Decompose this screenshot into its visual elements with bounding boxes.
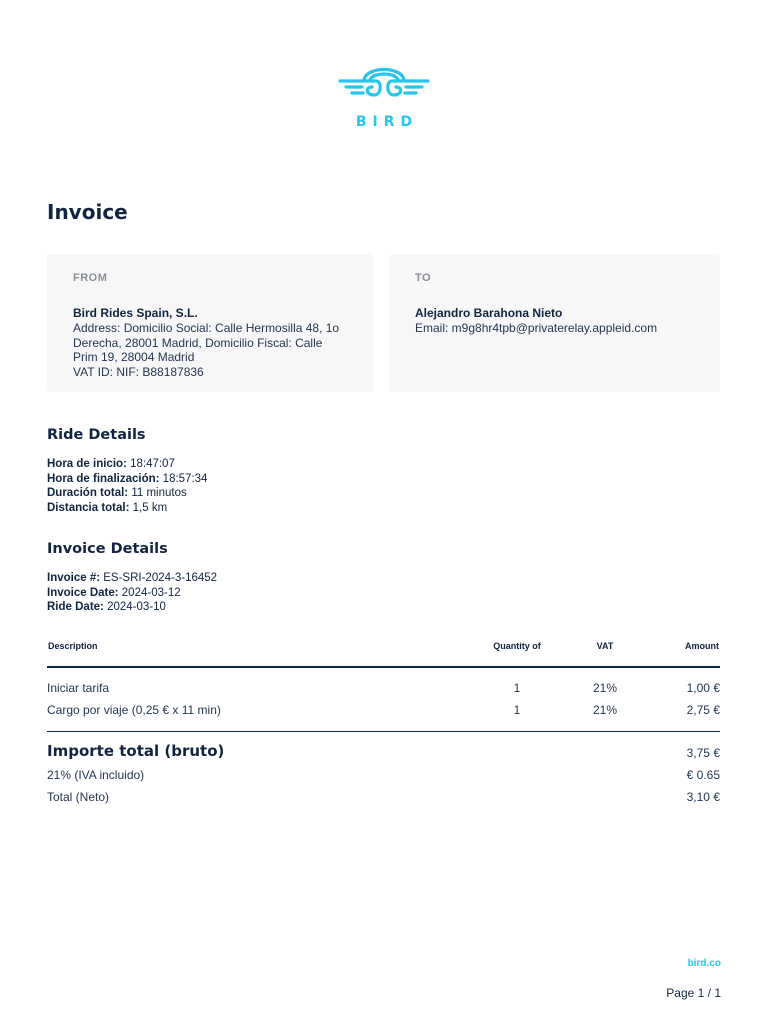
ride-detail-key: Hora de inicio: bbox=[47, 458, 127, 470]
line-item-amount: 1,00 € bbox=[686, 681, 720, 695]
from-card bbox=[47, 254, 373, 392]
from-address-line: Derecha, 28001 Madrid, Domicilio Fiscal: Calle bbox=[73, 335, 323, 350]
invoice-detail-key: Ride Date: bbox=[47, 601, 104, 614]
to-label: TO bbox=[415, 272, 432, 284]
to-name: Alejandro Barahona Nieto bbox=[415, 306, 563, 320]
invoice-detail-row bbox=[47, 586, 217, 601]
line-item-description: Cargo por viaje (0,25 € x 11 min) bbox=[47, 703, 221, 717]
ride-detail-row bbox=[47, 501, 207, 516]
from-address-line: Prim 19, 28004 Madrid bbox=[73, 350, 195, 364]
bird-website-link[interactable]: bird.co bbox=[687, 958, 721, 969]
line-item-vat: 21% bbox=[592, 703, 618, 717]
column-header-description: Description bbox=[48, 641, 98, 651]
ride-detail-key: Hora de finalización: bbox=[47, 472, 160, 485]
invoice-detail-value: ES-SRI-2024-3-16452 bbox=[103, 572, 218, 584]
bird-wings-icon bbox=[336, 58, 432, 108]
ride-detail-value: 11 minutos bbox=[131, 487, 187, 500]
column-header-amount: Amount bbox=[685, 641, 719, 651]
invoice-detail-key: Invoice Date: bbox=[47, 586, 119, 599]
ride-details-list bbox=[47, 457, 207, 515]
line-item-quantity: 1 bbox=[513, 703, 521, 717]
net-total-label: Total (Neto) bbox=[47, 790, 110, 804]
ride-detail-row bbox=[47, 472, 207, 487]
line-item-vat: 21% bbox=[592, 681, 618, 695]
ride-detail-row bbox=[47, 486, 207, 501]
ride-detail-key: Distancia total: bbox=[47, 501, 130, 514]
line-item-amount: 2,75 € bbox=[686, 703, 720, 717]
from-address-line: Address: Domicilio Social: Calle Hermosilla 48, 1o bbox=[73, 321, 340, 335]
page-title: Invoice bbox=[47, 200, 128, 224]
ride-detail-key: Duración total: bbox=[47, 487, 129, 500]
ride-details-title: Ride Details bbox=[47, 427, 146, 443]
column-header-vat: VAT bbox=[596, 641, 614, 651]
invoice-detail-value: 2024-03-10 bbox=[107, 601, 166, 614]
from-name: Bird Rides Spain, S.L. bbox=[73, 306, 198, 320]
ride-detail-value: 18:57:34 bbox=[162, 472, 208, 485]
ride-detail-value: 1,5 km bbox=[132, 501, 168, 514]
line-item-quantity: 1 bbox=[513, 681, 521, 695]
invoice-detail-value: 2024-03-12 bbox=[121, 586, 181, 599]
from-vat-id: VAT ID: NIF: B88187836 bbox=[73, 364, 204, 379]
logo-wordmark: BIRD bbox=[355, 114, 419, 130]
vat-total-value: € 0.65 bbox=[686, 768, 720, 782]
invoice-detail-row bbox=[47, 600, 217, 615]
ride-detail-row bbox=[47, 457, 207, 472]
invoice-detail-row bbox=[47, 571, 217, 586]
bird-logo bbox=[336, 58, 432, 132]
invoice-detail-key: Invoice #: bbox=[47, 572, 101, 584]
to-card bbox=[389, 254, 720, 392]
totals-divider bbox=[47, 731, 720, 732]
table-header-divider bbox=[47, 666, 720, 668]
vat-total-label: 21% (IVA incluido) bbox=[47, 768, 145, 782]
gross-total-label: Importe total (bruto) bbox=[47, 742, 225, 760]
net-total-value: 3,10 € bbox=[686, 790, 720, 804]
ride-detail-value: 18:47:07 bbox=[130, 458, 175, 470]
from-label: FROM bbox=[73, 272, 108, 284]
to-email: Email: m9g8hr4tpb@privaterelay.appleid.com bbox=[415, 321, 658, 335]
gross-total-value: 3,75 € bbox=[686, 746, 720, 760]
invoice-details-title: Invoice Details bbox=[47, 541, 168, 557]
column-header-quantity: Quantity of bbox=[493, 641, 541, 651]
line-item-description: Iniciar tarifa bbox=[47, 681, 110, 695]
page-number: Page 1 / 1 bbox=[666, 986, 721, 1000]
invoice-details-list bbox=[47, 571, 217, 615]
